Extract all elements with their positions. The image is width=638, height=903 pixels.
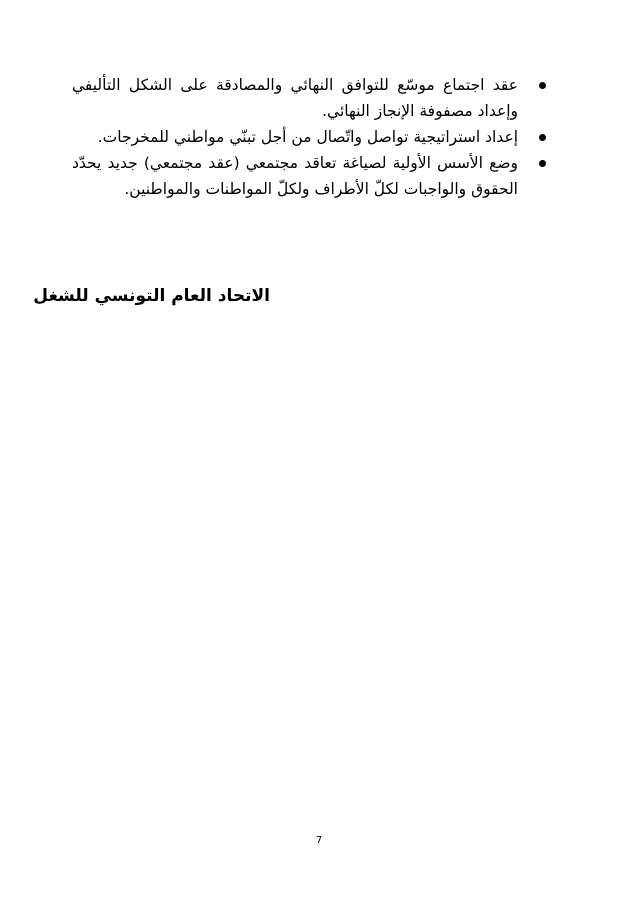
bullet-item — [72, 124, 518, 150]
bullet-text: عقد اجتماع موسّع للتوافق النهائي والمصادقة على الشكل التأليفي وإعداد مصفوفة الإنجاز النهائي. — [72, 76, 518, 120]
bullet-list — [72, 72, 518, 202]
bullet-item — [72, 72, 518, 124]
bullet-text: إعداد استراتيجية تواصل واتّصال من أجل تبنّي مواطني للمخرجات. — [97, 128, 518, 146]
bullet-dot-icon — [539, 160, 546, 167]
bullet-text: وضع الأسس الأولية لصياغة تعاقد مجتمعي (عقد مجتمعي) جديد يحدّد الحقوق والواجبات لكلّ الأطراف ولكلّ المواطنات والمواطنين. — [72, 154, 518, 198]
page-number: 7 — [315, 835, 323, 846]
bullet-dot-icon — [539, 82, 546, 89]
bullet-dot-icon — [539, 134, 546, 141]
organization-heading: الاتحاد العام التونسي للشغل — [33, 286, 270, 306]
document-body — [72, 72, 518, 202]
bullet-item — [72, 150, 518, 202]
